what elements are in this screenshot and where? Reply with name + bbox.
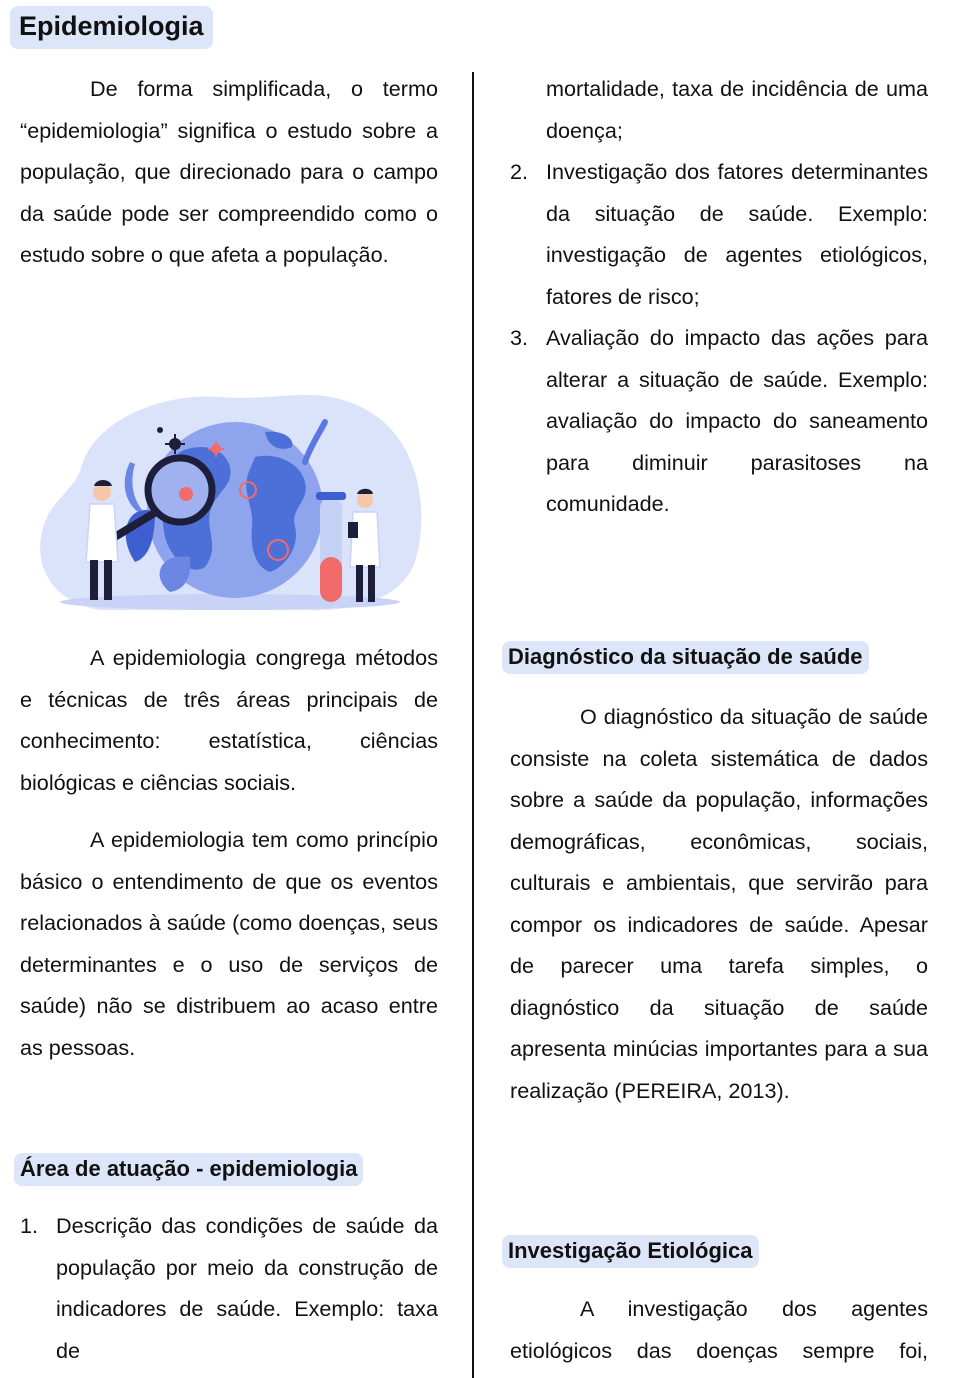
diagnosis-text: O diagnóstico da situação de saúde consiste na coleta sistemática de dados sobre a saúde da população, informações demográficas, econômicas, sociais, culturais e ambientais, que servirão para compor os indicadores de saúde. Apesar de parecer uma tarefa simples, o diagnóstico da situação de saúde apresenta minúcias importantes para a sua realização (PEREIRA, 2013).	[510, 704, 928, 1103]
etiology-text: A investigação dos agentes etiológicos das doenças sempre foi,	[510, 1296, 928, 1363]
list-item	[510, 317, 928, 525]
column-divider	[472, 72, 474, 1378]
list-item-text: Investigação dos fatores determinantes da situação de saúde. Exemplo: investigação de agentes etiológicos, fatores de risco;	[546, 159, 928, 309]
list-item-text: Descrição das condições de saúde da população por meio da construção de indicadores de saúde. Exemplo: taxa de	[56, 1213, 438, 1363]
list-item-text: mortalidade, taxa de incidência de uma doença;	[546, 76, 928, 143]
etiology-heading: Investigação Etiológica	[502, 1235, 759, 1268]
principle-paragraph	[20, 819, 438, 1068]
etiology-paragraph	[510, 1288, 928, 1371]
intro-paragraph	[20, 68, 438, 276]
list-item	[20, 1205, 438, 1371]
epidemiology-illustration	[20, 362, 440, 632]
area-heading: Área de atuação - epidemiologia	[14, 1153, 363, 1186]
list-number: 2.	[510, 159, 529, 184]
list-item	[510, 68, 928, 151]
diagnosis-heading: Diagnóstico da situação de saúde	[502, 641, 869, 674]
principle-text: A epidemiologia tem como princípio básico o entendimento de que os eventos relacionados à saúde (como doenças, seus determinantes e o uso de serviços de saúde) não se distribuem ao acaso entre as pessoas.	[20, 827, 438, 1060]
list-item	[510, 151, 928, 317]
intro-text: De forma simplificada, o termo “epidemiologia” significa o estudo sobre a população, que direcionado para o campo da saúde pode ser compreendido como o estudo sobre o que afeta a população.	[20, 76, 438, 267]
diagnosis-paragraph	[510, 696, 928, 1111]
methods-text: A epidemiologia congrega métodos e técnicas de três áreas principais de conhecimento: estatística, ciências biológicas e ciências sociais.	[20, 645, 438, 795]
area-list-right	[510, 68, 928, 525]
methods-paragraph	[20, 637, 438, 803]
list-number: 3.	[510, 325, 529, 350]
list-number: 1.	[20, 1213, 39, 1238]
page-title: Epidemiologia	[10, 6, 213, 49]
virus-icon	[157, 427, 163, 433]
test-tube-icon	[316, 492, 346, 602]
area-list-left	[20, 1205, 438, 1371]
list-item-text: Avaliação do impacto das ações para alterar a situação de saúde. Exemplo: avaliação do impacto do saneamento para diminuir parasitoses na comunidade.	[546, 325, 928, 516]
